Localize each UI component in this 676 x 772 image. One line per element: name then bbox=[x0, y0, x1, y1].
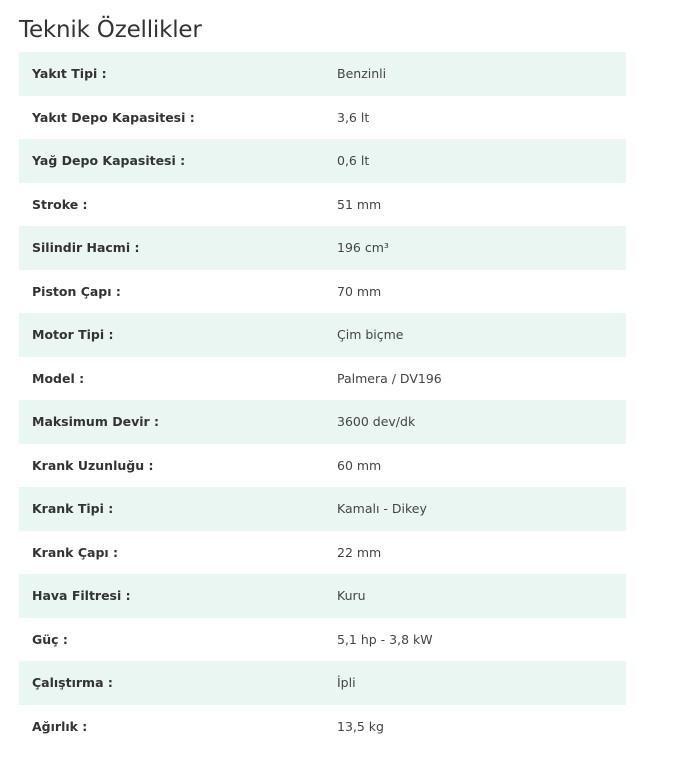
spec-value: 0,6 lt bbox=[324, 139, 626, 183]
table-row bbox=[19, 139, 626, 183]
spec-label: Stroke : bbox=[19, 183, 324, 227]
spec-label: Piston Çapı : bbox=[19, 270, 324, 314]
spec-value: Benzinli bbox=[324, 52, 626, 96]
spec-label: Hava Filtresi : bbox=[19, 574, 324, 618]
table-row bbox=[19, 313, 626, 357]
table-row bbox=[19, 574, 626, 618]
spec-value: 13,5 kg bbox=[324, 705, 626, 749]
spec-value: 3,6 lt bbox=[324, 96, 626, 140]
table-row bbox=[19, 400, 626, 444]
spec-value: 5,1 hp - 3,8 kW bbox=[324, 618, 626, 662]
spec-value: Kuru bbox=[324, 574, 626, 618]
table-row bbox=[19, 444, 626, 488]
table-row bbox=[19, 183, 626, 227]
specs-table bbox=[19, 52, 626, 748]
table-row bbox=[19, 618, 626, 662]
spec-label: Yakıt Tipi : bbox=[19, 52, 324, 96]
spec-label: Silindir Hacmi : bbox=[19, 226, 324, 270]
table-row bbox=[19, 270, 626, 314]
spec-value: 3600 dev/dk bbox=[324, 400, 626, 444]
spec-value: 22 mm bbox=[324, 531, 626, 575]
table-row bbox=[19, 705, 626, 749]
table-row bbox=[19, 226, 626, 270]
spec-label: Yağ Depo Kapasitesi : bbox=[19, 139, 324, 183]
spec-label: Güç : bbox=[19, 618, 324, 662]
spec-value: Çim biçme bbox=[324, 313, 626, 357]
spec-label: Motor Tipi : bbox=[19, 313, 324, 357]
spec-label: Krank Tipi : bbox=[19, 487, 324, 531]
spec-label: Maksimum Devir : bbox=[19, 400, 324, 444]
spec-label: Model : bbox=[19, 357, 324, 401]
page-title: Teknik Özellikler bbox=[19, 17, 202, 43]
spec-label: Yakıt Depo Kapasitesi : bbox=[19, 96, 324, 140]
table-row bbox=[19, 96, 626, 140]
spec-value: 60 mm bbox=[324, 444, 626, 488]
spec-label: Krank Uzunluğu : bbox=[19, 444, 324, 488]
spec-value: İpli bbox=[324, 661, 626, 705]
table-row bbox=[19, 487, 626, 531]
spec-value: Kamalı - Dikey bbox=[324, 487, 626, 531]
spec-label: Ağırlık : bbox=[19, 705, 324, 749]
spec-label: Çalıştırma : bbox=[19, 661, 324, 705]
table-row bbox=[19, 357, 626, 401]
spec-label: Krank Çapı : bbox=[19, 531, 324, 575]
table-row bbox=[19, 531, 626, 575]
table-row bbox=[19, 661, 626, 705]
spec-value: 51 mm bbox=[324, 183, 626, 227]
spec-value: Palmera / DV196 bbox=[324, 357, 626, 401]
spec-value: 70 mm bbox=[324, 270, 626, 314]
spec-value: 196 cm³ bbox=[324, 226, 626, 270]
table-row bbox=[19, 52, 626, 96]
